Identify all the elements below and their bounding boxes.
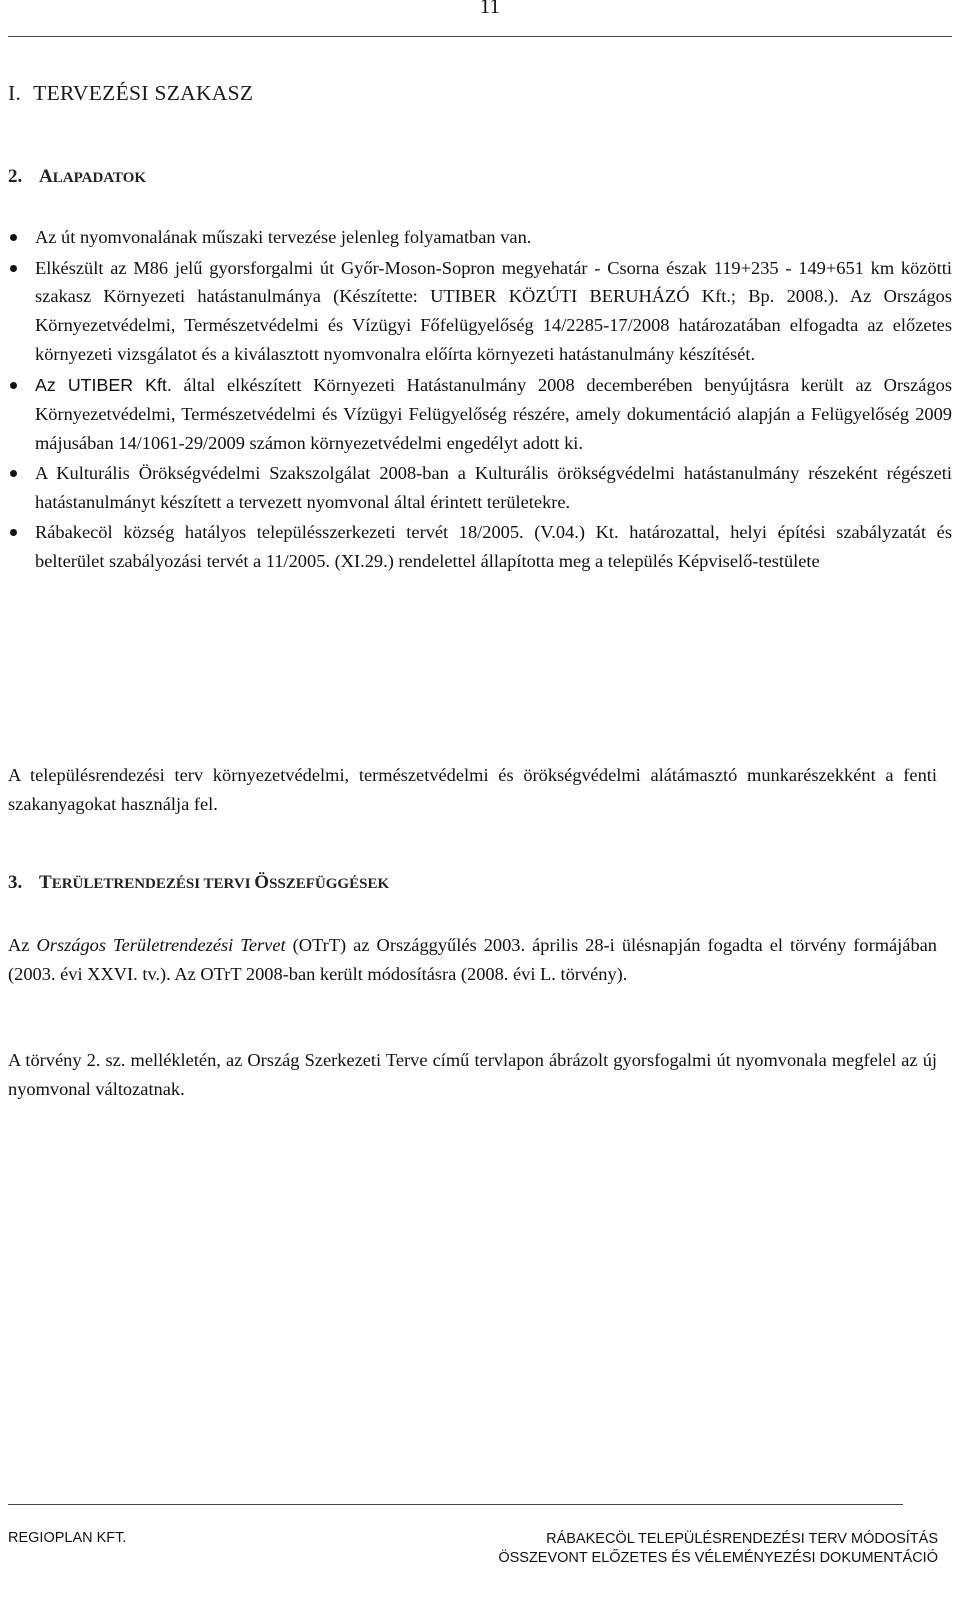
section-title: TERVEZÉSI SZAKASZ	[33, 81, 254, 105]
paragraph-text: Az	[8, 935, 37, 955]
list-item	[8, 459, 952, 517]
list-item-text: Az út nyomvonalának műszaki tervezése jelenleg folyamatban van.	[35, 227, 532, 247]
list-item	[8, 518, 952, 576]
paragraph-italic: Országos Területrendezési Tervet	[36, 935, 286, 955]
header-rule	[8, 36, 952, 37]
section-number: 3.	[8, 872, 23, 893]
footer-document-title	[498, 1530, 938, 1568]
footer-company: REGIOPLAN KFT.	[8, 1530, 127, 1546]
list-item-text: által elkészített Környezeti Hatástanulmány 2008 decemberében benyújtásra került az Országos Környezetvédelmi, Természetvédelmi és Vízügyi Felügyelőség részére, amely dokumentáció alapján a Felügyelőség 2009 májusában 14/1061-29/2009 számon környezetvédelmi engedélyt adott ki.	[35, 374, 953, 453]
bullet-icon	[10, 470, 17, 477]
heading-rest: LAPADATOK	[52, 170, 147, 186]
footer-line: RÁBAKECÖL TELEPÜLÉSRENDEZÉSI TERV MÓDOSÍTÁS	[546, 1531, 938, 1547]
list-item-text: A Kulturális Örökségvédelmi Szakszolgálat 2008-ban a Kulturális örökségvédelmi hatástanulmány részeként régészeti hatástanulmányt készített a tervezett nyomvonal által érintett területekre.	[35, 463, 952, 512]
list-item-text: Elkészült az M86 jelű gyorsforgalmi út Győr-Moson-Sopron megyehatár - Csorna észak 119+235 - 149+651 km közötti szakasz Környezeti hatástanulmánya (Készítette: UTIBER KÖZÚTI BERUHÁZÓ Kft.; Bp. 2008.). Az Országos Környezetvédelmi, Természetvédelmi és Vízügyi Főfelügyelőség 14/2285-17/2008 határozatában elfogadta az előzetes környezeti vizsgálatot és a kiválasztott nyomvonalra előírta környezeti hatástanulmány készítését.	[35, 257, 952, 365]
heading-initial: T	[39, 872, 52, 893]
section-heading-3	[8, 872, 389, 894]
bullet-icon	[10, 382, 17, 389]
bullet-icon	[10, 234, 17, 241]
paragraph	[8, 931, 937, 989]
heading-initial: Ö	[254, 872, 270, 893]
page-number: 11	[479, 0, 500, 18]
list-item	[8, 254, 952, 370]
section-number: 2.	[8, 166, 23, 187]
list-item-text: Rábakecöl község hatályos településszerkezeti tervét 18/2005. (V.04.) Kt. határozattal, helyi építési szabályzatát és belterület szabályozási tervét a 11/2005. (XI.29.) rendelettel állapította meg a település Képviselő-testülete	[35, 522, 952, 572]
paragraph-text: (OTrT) az Országgyűlés 2003. április 28-i ülésnapján fogadta el törvény formájában (2003. évi XXVI. tv.). Az OTrT 2008-ban került módosításra (2008. évi L. törvény).	[8, 935, 938, 984]
list-item	[8, 371, 952, 458]
section-number: I.	[8, 81, 22, 105]
heading-rest: ERÜLETRENDEZÉSI TERVI	[51, 876, 255, 892]
heading-rest: SSZEFÜGGÉSEK	[269, 876, 390, 892]
footer-line: ÖSSZEVONT ELŐZETES ÉS VÉLEMÉNYEZÉSI DOKUMENTÁCIÓ	[498, 1550, 938, 1566]
list-item	[8, 223, 952, 252]
paragraph: A törvény 2. sz. mellékletén, az Ország Szerkezeti Terve című tervlapon ábrázolt gyorsfogalmi út nyomvonala megfelel az új nyomvonal változatnak.	[8, 1050, 937, 1099]
bullet-icon	[10, 265, 17, 272]
section-heading-2	[8, 166, 146, 188]
list-item-lead: Az UTIBER Kft.	[35, 374, 172, 395]
bullet-list	[8, 223, 952, 578]
bullet-icon	[10, 529, 17, 536]
footer-rule	[8, 1504, 903, 1505]
paragraph: A településrendezési terv környezetvédelmi, természetvédelmi és örökségvédelmi alátámasztó munkarészekként a fenti szakanyagokat használja fel.	[8, 765, 937, 814]
heading-initial: A	[39, 166, 53, 187]
section-heading-1	[8, 81, 253, 106]
